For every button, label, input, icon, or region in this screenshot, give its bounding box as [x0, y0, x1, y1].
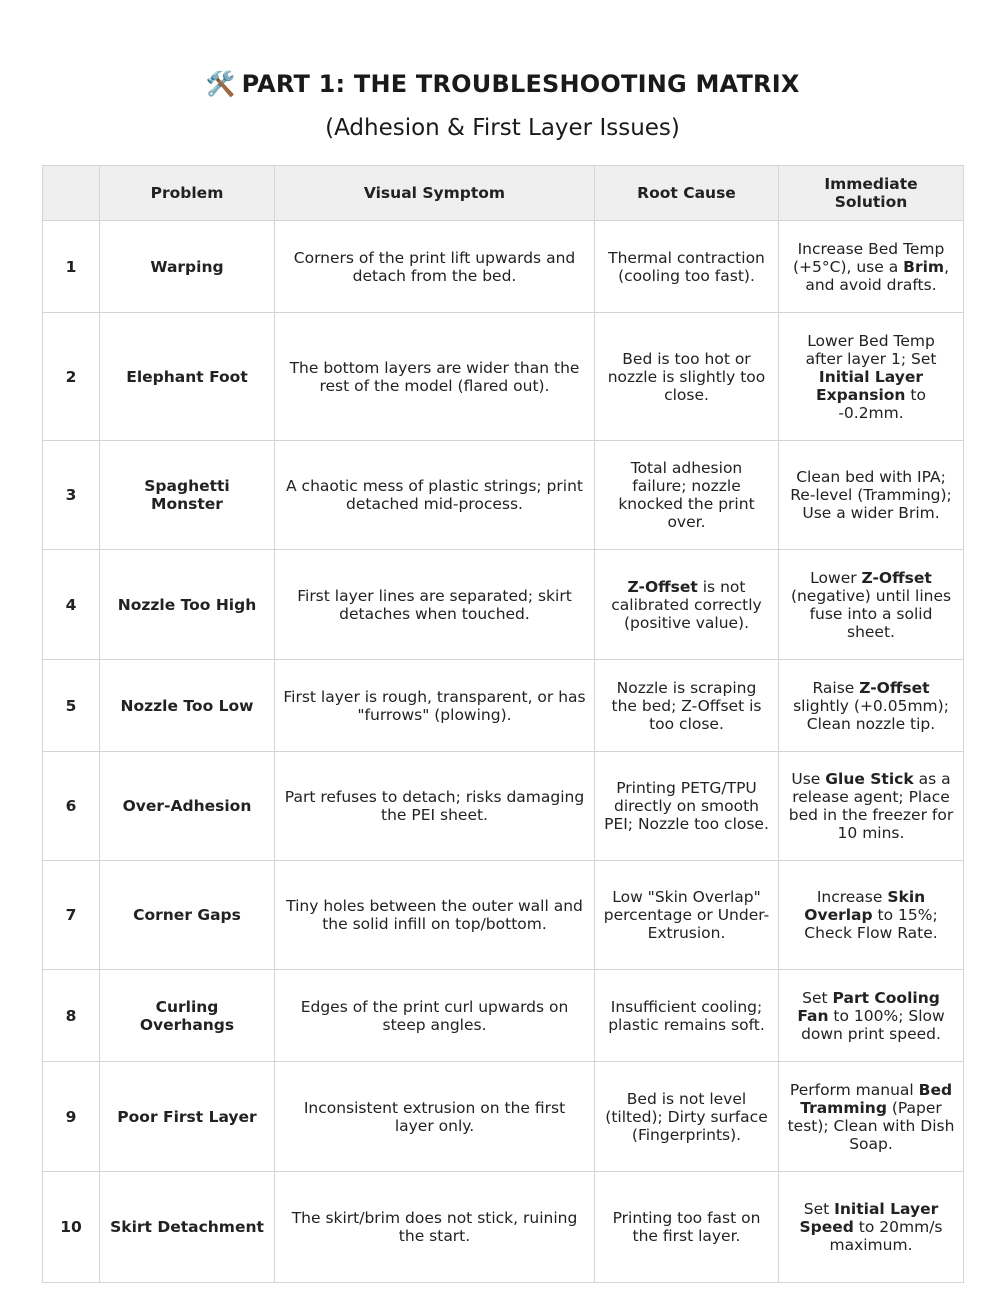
text-segment: to 15%; Check Flow Rate.	[804, 906, 938, 942]
text-segment: to -0.2mm.	[838, 385, 926, 422]
row-number: 5	[43, 660, 100, 752]
text-segment: Perform manual	[789, 1080, 919, 1099]
page-title	[0, 70, 1005, 98]
root-cause-cell	[595, 861, 779, 970]
text-segment: (negative) until lines fuse into a solid sheet.	[790, 586, 952, 641]
problem-cell: Nozzle Too Low	[100, 660, 275, 752]
text-segment: Lower Bed Temp after layer 1; Set	[805, 331, 937, 368]
table-row	[43, 221, 964, 313]
symptom-cell: The bottom layers are wider than the rest of the model (flared out).	[275, 313, 595, 441]
root-cause-cell	[595, 752, 779, 861]
text-segment: Clean bed with IPA; Re-level (Tramming); Use a wider Brim.	[790, 468, 952, 522]
root-cause-cell	[595, 970, 779, 1062]
text-segment: Bed is too hot or nozzle is slightly too close.	[607, 349, 766, 404]
bold-term: Skin Overlap	[804, 888, 926, 924]
text-segment: (Paper test); Clean with Dish Soap.	[787, 1098, 955, 1153]
solution-cell	[779, 660, 964, 752]
table-header	[43, 166, 964, 221]
row-number: 1	[43, 221, 100, 313]
solution-cell	[779, 313, 964, 441]
header-immediate-solution: Immediate Solution	[779, 166, 964, 221]
bold-term: Initial Layer Speed	[799, 1200, 939, 1236]
problem-cell: Nozzle Too High	[100, 550, 275, 660]
text-segment: is not calibrated correctly (positive value).	[611, 577, 762, 632]
root-cause-cell	[595, 660, 779, 752]
text-segment: Lower	[810, 568, 862, 587]
text-segment: Printing too fast on the first layer.	[612, 1209, 761, 1245]
header-problem: Problem	[100, 166, 275, 221]
solution-cell	[779, 441, 964, 550]
text-segment: as a release agent; Place bed in the freezer for 10 mins.	[788, 770, 954, 842]
table-row	[43, 660, 964, 752]
problem-cell: Poor First Layer	[100, 1062, 275, 1172]
bold-term: Brim	[903, 257, 945, 276]
text-segment: Thermal contraction (cooling too fast).	[608, 248, 765, 285]
table-body	[43, 221, 964, 1283]
solution-cell	[779, 970, 964, 1062]
row-number: 3	[43, 441, 100, 550]
table-row	[43, 1062, 964, 1172]
text-segment: Printing PETG/TPU directly on smooth PEI; Nozzle too close.	[604, 779, 769, 833]
problem-cell: Curling Overhangs	[100, 970, 275, 1062]
table-row	[43, 1172, 964, 1283]
text-segment: Total adhesion failure; nozzle knocked the print over.	[618, 459, 755, 531]
row-number: 8	[43, 970, 100, 1062]
table-row	[43, 861, 964, 970]
bold-term: Bed Tramming	[800, 1080, 953, 1117]
bold-term: Z-Offset	[861, 568, 932, 587]
bold-term: Part Cooling Fan	[797, 988, 940, 1025]
table-row	[43, 313, 964, 441]
solution-cell	[779, 1172, 964, 1283]
symptom-cell: Corners of the print lift upwards and detach from the bed.	[275, 221, 595, 313]
bold-term: Initial Layer Expansion	[816, 367, 924, 404]
page-subtitle: (Adhesion & First Layer Issues)	[325, 115, 680, 141]
text-segment: Increase	[816, 888, 888, 906]
symptom-cell: First layer is rough, transparent, or has "furrows" (plowing).	[275, 660, 595, 752]
root-cause-cell	[595, 221, 779, 313]
problem-cell: Skirt Detachment	[100, 1172, 275, 1283]
text-segment: Low "Skin Overlap" percentage or Under-Extrusion.	[603, 888, 770, 942]
text-segment: Increase Bed Temp (+5°C), use a	[792, 239, 945, 276]
symptom-cell: Inconsistent extrusion on the first layer only.	[275, 1062, 595, 1172]
bold-term: Glue Stick	[825, 770, 914, 788]
header-root-cause: Root Cause	[595, 166, 779, 221]
row-number: 2	[43, 313, 100, 441]
solution-cell	[779, 861, 964, 970]
text-segment: Insufficient cooling; plastic remains soft.	[608, 997, 765, 1034]
symptom-cell: Part refuses to detach; risks damaging the PEI sheet.	[275, 752, 595, 861]
solution-cell	[779, 221, 964, 313]
root-cause-cell	[595, 1062, 779, 1172]
row-number: 4	[43, 550, 100, 660]
symptom-cell: Edges of the print curl upwards on steep angles.	[275, 970, 595, 1062]
root-cause-cell	[595, 441, 779, 550]
problem-cell: Corner Gaps	[100, 861, 275, 970]
problem-cell: Warping	[100, 221, 275, 313]
text-segment: Use	[791, 770, 826, 788]
root-cause-cell	[595, 1172, 779, 1283]
problem-cell: Elephant Foot	[100, 313, 275, 441]
table-row	[43, 970, 964, 1062]
row-number: 6	[43, 752, 100, 861]
troubleshooting-table	[42, 165, 964, 1283]
problem-cell: Over-Adhesion	[100, 752, 275, 861]
row-number: 9	[43, 1062, 100, 1172]
symptom-cell: Tiny holes between the outer wall and the solid infill on top/bottom.	[275, 861, 595, 970]
bold-term: Z-Offset	[859, 678, 930, 697]
table-row	[43, 550, 964, 660]
header-number	[43, 166, 100, 221]
solution-cell	[779, 1062, 964, 1172]
root-cause-cell	[595, 313, 779, 441]
symptom-cell: First layer lines are separated; skirt detaches when touched.	[275, 550, 595, 660]
symptom-cell: The skirt/brim does not stick, ruining the start.	[275, 1172, 595, 1283]
page-title-text: PART 1: THE TROUBLESHOOTING MATRIX	[241, 70, 800, 98]
tools-icon: 🛠️	[205, 70, 236, 98]
text-segment: Raise	[812, 678, 860, 697]
symptom-cell: A chaotic mess of plastic strings; print detached mid-process.	[275, 441, 595, 550]
header-row	[43, 166, 964, 221]
problem-cell: Spaghetti Monster	[100, 441, 275, 550]
table-row	[43, 752, 964, 861]
table-row	[43, 441, 964, 550]
bold-term: Z-Offset	[627, 577, 698, 596]
text-segment: Nozzle is scraping the bed; Z-Offset is too close.	[611, 678, 762, 733]
solution-cell	[779, 550, 964, 660]
header-visual-symptom: Visual Symptom	[275, 166, 595, 221]
root-cause-cell	[595, 550, 779, 660]
text-segment: Set	[803, 1200, 835, 1218]
text-segment: Bed is not level (tilted); Dirty surface (Fingerprints).	[605, 1089, 768, 1144]
text-segment: to 20mm/s maximum.	[829, 1218, 943, 1254]
text-segment: to 100%; Slow down print speed.	[801, 1006, 945, 1043]
row-number: 7	[43, 861, 100, 970]
solution-cell	[779, 752, 964, 861]
text-segment: slightly (+0.05mm); Clean nozzle tip.	[793, 696, 949, 733]
row-number: 10	[43, 1172, 100, 1283]
text-segment: Set	[802, 988, 833, 1007]
text-segment: , and avoid drafts.	[805, 257, 950, 294]
